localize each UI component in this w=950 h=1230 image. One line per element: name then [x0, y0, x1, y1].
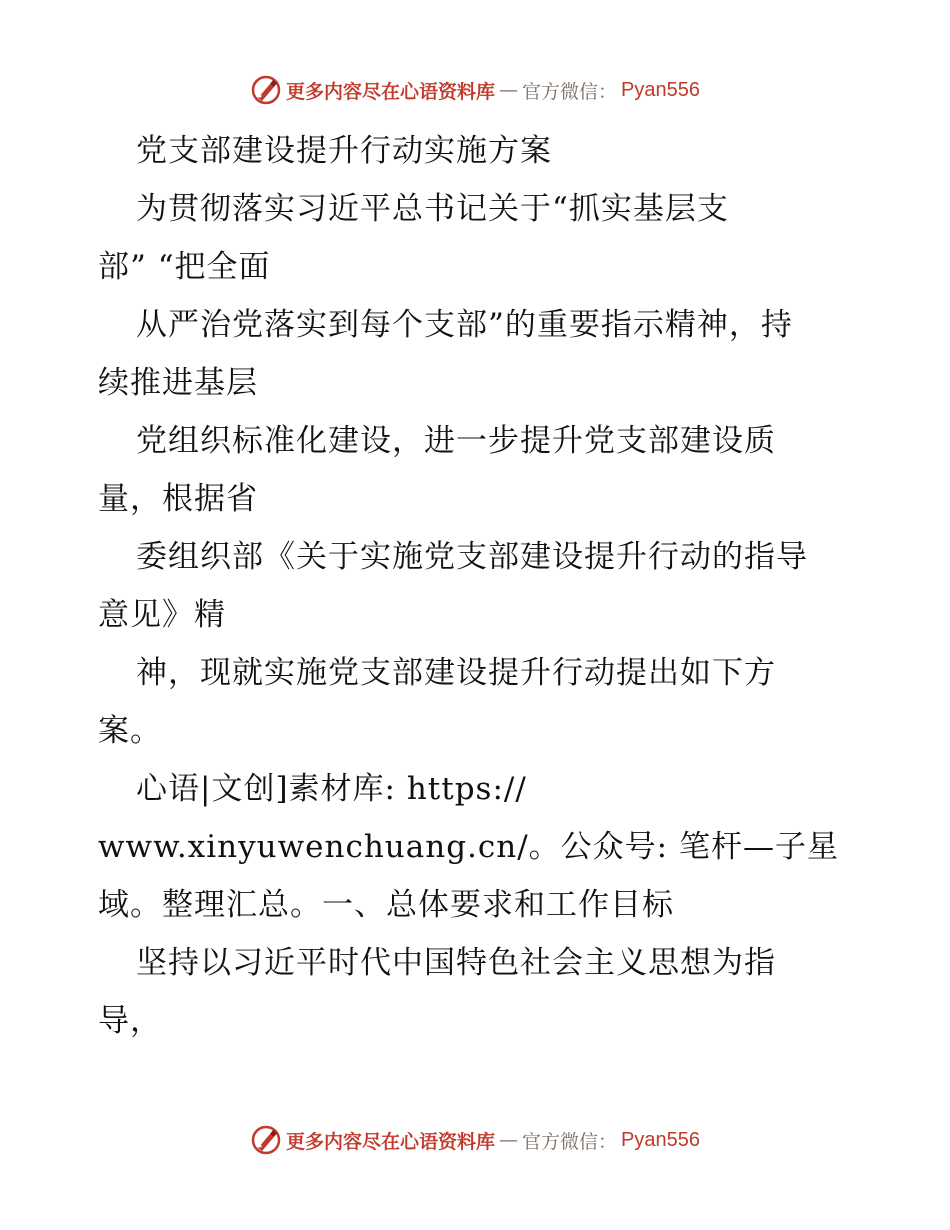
- header-banner: [0, 70, 950, 110]
- doc-title: 党支部建设提升行动实施方案: [136, 133, 552, 169]
- doc-line: 从严治党落实到每个支部”的重要指示精神，持: [136, 307, 793, 343]
- banner-title: 更多内容尽在心语资料库: [286, 1130, 496, 1153]
- doc-section-heading: 域。整理汇总。一、总体要求和工作目标: [98, 887, 674, 923]
- doc-line: 党组织标准化建设，进一步提升党支部建设质: [136, 423, 776, 459]
- banner-separator: —: [499, 1129, 519, 1151]
- banner-wechat-label: 官方微信：: [522, 80, 618, 103]
- doc-line: 量，根据省: [98, 481, 258, 517]
- doc-line: 部” “把全面: [98, 249, 271, 285]
- banner-wechat-label: 官方微信：: [522, 1130, 618, 1153]
- footer-banner-content: [250, 1124, 700, 1156]
- doc-line: 续推进基层: [98, 365, 258, 401]
- doc-line: 导，: [98, 1003, 162, 1039]
- doc-line: 委组织部《关于实施党支部建设提升行动的指导: [136, 539, 808, 575]
- footer-banner: [0, 1120, 950, 1160]
- doc-line: 坚持以习近平时代中国特色社会主义思想为指: [136, 945, 776, 981]
- banner-wechat-id: Pyan556: [621, 1128, 700, 1151]
- pen-logo-icon: [250, 74, 282, 106]
- banner-separator: —: [499, 79, 519, 101]
- doc-line-url: www.xinyuwenchuang.cn/。公众号: 笔杆—子星: [98, 829, 839, 865]
- pen-logo-icon: [250, 1124, 282, 1156]
- banner-wechat-id: Pyan556: [621, 78, 700, 101]
- document-body: [98, 122, 868, 1050]
- doc-line: 神，现就实施党支部建设提升行动提出如下方: [136, 655, 776, 691]
- doc-line-source: 心语|文创]素材库: https://: [136, 771, 527, 807]
- doc-line: 意见》精: [98, 597, 226, 633]
- doc-line: 为贯彻落实习近平总书记关于“抓实基层支: [136, 191, 729, 227]
- banner-title: 更多内容尽在心语资料库: [286, 80, 496, 103]
- doc-line: 案。: [98, 713, 162, 749]
- header-banner-content: [250, 74, 700, 106]
